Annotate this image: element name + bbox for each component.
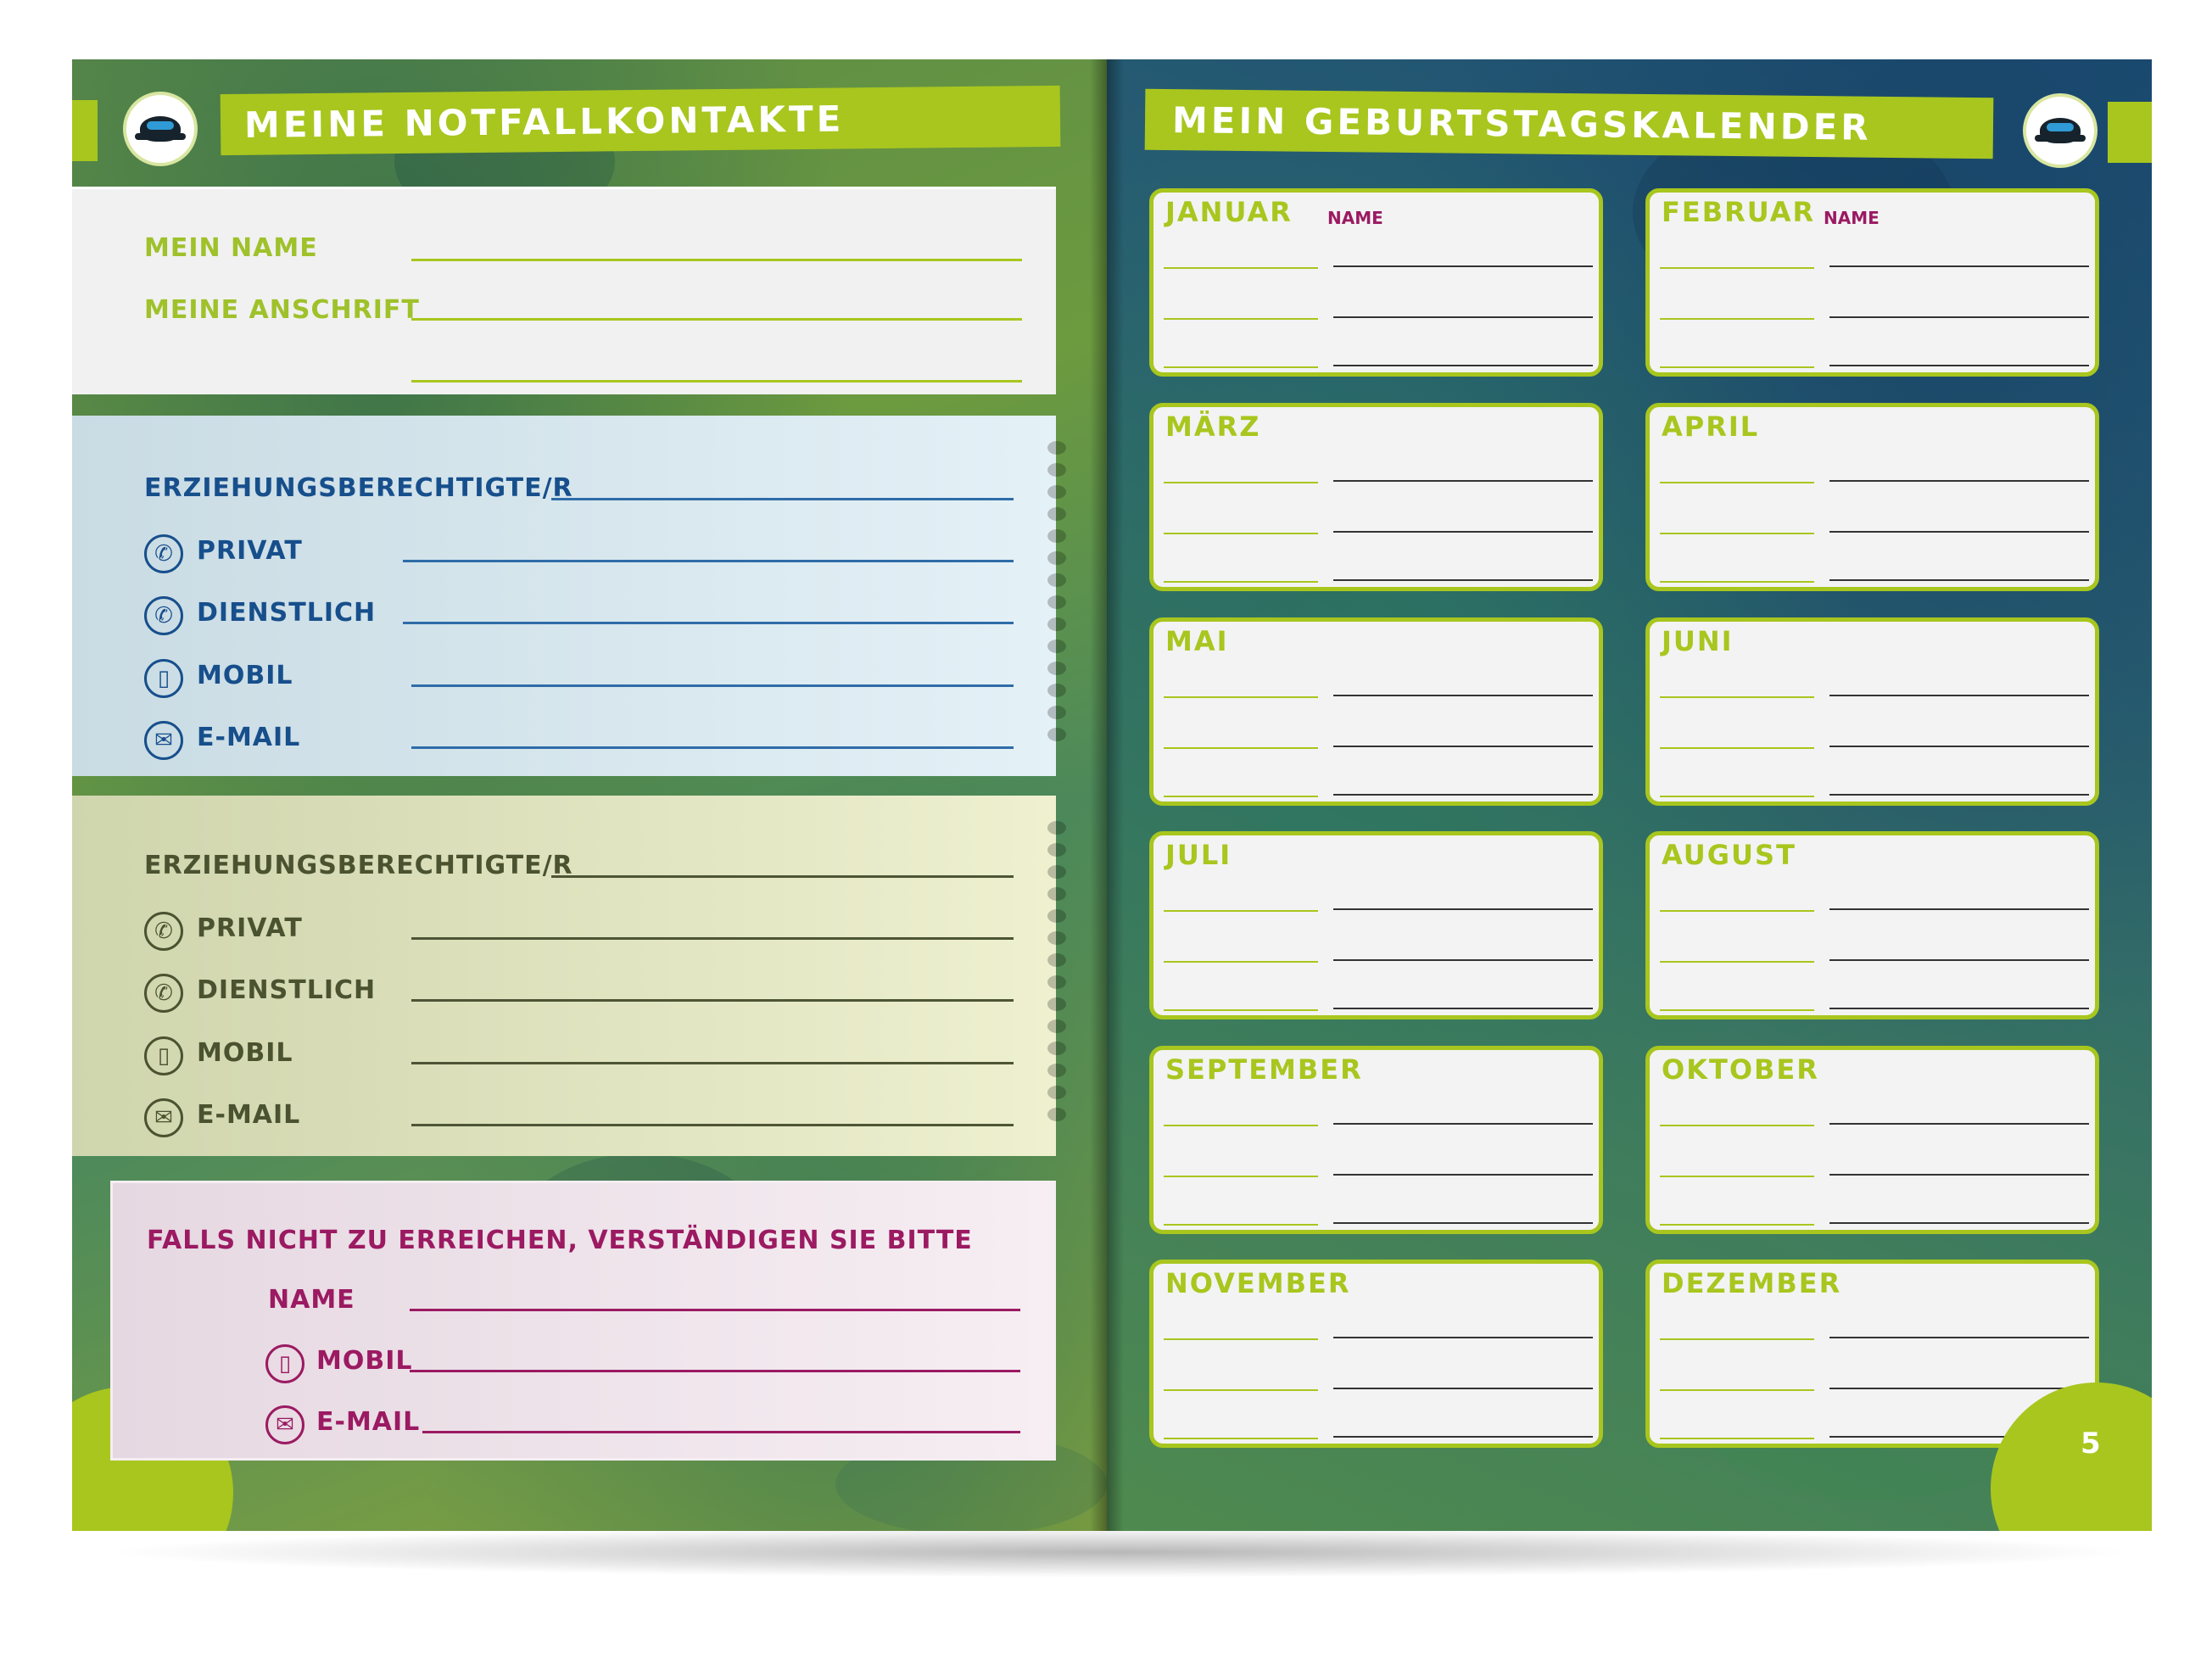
fallback-title: FALLS NICHT ZU ERREICHEN, VERSTÄNDIGEN SIE BITTE (147, 1226, 973, 1255)
month-box (1645, 831, 2099, 1019)
guardian-2-privat-label: PRIVAT (197, 913, 303, 943)
name-line[interactable] (1333, 1388, 1593, 1389)
name-column-label: NAME (1824, 208, 1880, 228)
name-line[interactable] (1333, 695, 1593, 696)
name-line[interactable] (1333, 1337, 1593, 1338)
fallback-mobil-label: MOBIL (316, 1346, 413, 1376)
fallback-name-line[interactable] (410, 1309, 1020, 1311)
date-line[interactable] (1660, 1009, 1814, 1011)
date-line[interactable] (1164, 1438, 1318, 1439)
date-line[interactable] (1660, 796, 1814, 797)
date-line[interactable] (1660, 1224, 1814, 1226)
guardian-2-dienstlich-label: DIENSTLICH (197, 975, 377, 1005)
fallback-mobil-line[interactable] (410, 1370, 1020, 1372)
date-line[interactable] (1164, 533, 1318, 534)
month-title: SEPTEMBER (1165, 1053, 1363, 1086)
name-line[interactable] (1829, 480, 2089, 482)
name-line[interactable] (1829, 1123, 2089, 1125)
guardian-1-mobil-label: MOBIL (197, 661, 293, 690)
date-line[interactable] (1660, 482, 1814, 483)
fallback-email-line[interactable] (422, 1431, 1020, 1433)
name-line[interactable] (1829, 1174, 2089, 1176)
name-line[interactable] (1333, 1174, 1593, 1176)
my-name-label: MEIN NAME (144, 233, 318, 263)
guardian-2-email-label: E-MAIL (197, 1100, 301, 1130)
date-line[interactable] (1660, 747, 1814, 749)
name-column-label: NAME (1327, 208, 1383, 228)
name-line[interactable] (1829, 746, 2089, 747)
envelope-icon: ✉ (144, 1098, 183, 1137)
name-line[interactable] (1333, 746, 1593, 747)
date-line[interactable] (1164, 961, 1318, 963)
month-box (1149, 831, 1603, 1019)
spiral-binding (1047, 821, 1068, 1130)
header-stub (72, 100, 98, 161)
name-line[interactable] (1333, 579, 1593, 581)
date-line[interactable] (1164, 696, 1318, 698)
guardian-2-privat-line[interactable] (411, 937, 1014, 940)
guardian-1-dienstlich-label: DIENSTLICH (197, 598, 377, 628)
name-line[interactable] (1333, 908, 1593, 910)
guardian-2-mobil-label: MOBIL (197, 1038, 293, 1068)
date-line[interactable] (1164, 747, 1318, 749)
date-line[interactable] (1660, 581, 1814, 583)
guardian-2-mobil-line[interactable] (411, 1062, 1014, 1064)
name-line[interactable] (1829, 959, 2089, 961)
page-title: MEINE NOTFALLKONTAKTE (221, 86, 1061, 155)
guardian-1-title: ERZIEHUNGSBERECHTIGTE/R (144, 473, 573, 503)
date-line[interactable] (1164, 1338, 1318, 1340)
month-box (1645, 1046, 2099, 1234)
name-line[interactable] (1333, 365, 1593, 366)
poison-dart-frog-icon (2023, 93, 2097, 168)
my-address-label: MEINE ANSCHRIFT (144, 295, 420, 325)
name-line[interactable] (1829, 1008, 2089, 1009)
my-address-line-2[interactable] (411, 380, 1022, 383)
header-stub (2108, 102, 2152, 163)
fallback-name-label: NAME (268, 1285, 355, 1315)
month-title: NOVEMBER (1165, 1267, 1351, 1299)
my-name-line[interactable] (411, 259, 1022, 261)
book-gutter (1090, 59, 1124, 1531)
date-line[interactable] (1164, 1176, 1318, 1177)
name-line[interactable] (1829, 1337, 2089, 1338)
month-box (1149, 617, 1603, 806)
guardian-2-panel (72, 796, 1056, 1156)
date-line[interactable] (1660, 1338, 1814, 1340)
date-line[interactable] (1164, 366, 1318, 368)
date-line[interactable] (1660, 267, 1814, 269)
name-line[interactable] (1333, 1123, 1593, 1125)
month-title: JUNI (1662, 625, 1734, 657)
envelope-icon: ✉ (265, 1405, 304, 1444)
date-line[interactable] (1164, 1389, 1318, 1391)
phone-icon: ✆ (144, 534, 183, 573)
guardian-2-email-line[interactable] (411, 1124, 1014, 1126)
guardian-1-mobil-line[interactable] (411, 684, 1014, 687)
name-line[interactable] (1333, 480, 1593, 482)
month-title: MAI (1165, 625, 1229, 657)
name-line[interactable] (1333, 1008, 1593, 1009)
book-shadow (102, 1527, 2137, 1578)
name-line[interactable] (1333, 316, 1593, 318)
envelope-icon: ✉ (144, 721, 183, 760)
guardian-1-panel (72, 416, 1056, 776)
my-address-line-1[interactable] (411, 318, 1022, 321)
month-box (1149, 188, 1603, 377)
guardian-2-title: ERZIEHUNGSBERECHTIGTE/R (144, 851, 573, 880)
month-title: OKTOBER (1662, 1053, 1819, 1086)
name-line[interactable] (1829, 365, 2089, 366)
date-line[interactable] (1164, 1125, 1318, 1126)
phone-icon: ✆ (144, 974, 183, 1013)
date-line[interactable] (1660, 696, 1814, 698)
name-line[interactable] (1829, 265, 2089, 267)
name-line[interactable] (1829, 908, 2089, 910)
left-page (72, 59, 1107, 1531)
guardian-1-privat-line[interactable] (403, 560, 1014, 562)
name-line[interactable] (1333, 794, 1593, 796)
guardian-2-dienstlich-line[interactable] (411, 999, 1014, 1002)
guardian-1-dienstlich-line[interactable] (403, 622, 1014, 624)
mobile-phone-icon: ▯ (265, 1344, 304, 1383)
month-box (1149, 1046, 1603, 1234)
poison-dart-frog-icon (123, 92, 198, 166)
page-number: 5 (2081, 1427, 2101, 1461)
phone-icon: ✆ (144, 596, 183, 635)
guardian-1-email-label: E-MAIL (197, 723, 301, 752)
mobile-phone-icon: ▯ (144, 659, 183, 698)
date-line[interactable] (1164, 267, 1318, 269)
month-title: FEBRUAR (1662, 196, 1816, 228)
guardian-1-privat-label: PRIVAT (197, 536, 303, 566)
guardian-2-name-line[interactable] (551, 875, 1014, 878)
name-line[interactable] (1829, 579, 2089, 581)
date-line[interactable] (1660, 961, 1814, 963)
name-line[interactable] (1829, 794, 2089, 796)
name-line[interactable] (1829, 531, 2089, 533)
mobile-phone-icon: ▯ (144, 1036, 183, 1075)
date-line[interactable] (1660, 1389, 1814, 1391)
month-title: MÄRZ (1165, 411, 1261, 443)
name-line[interactable] (1829, 1388, 2089, 1389)
month-box (1149, 403, 1603, 591)
date-line[interactable] (1164, 796, 1318, 797)
month-title: JANUAR (1165, 196, 1293, 228)
date-line[interactable] (1660, 1125, 1814, 1126)
guardian-1-email-line[interactable] (411, 746, 1014, 749)
date-line[interactable] (1164, 1009, 1318, 1011)
month-title: AUGUST (1662, 839, 1796, 871)
date-line[interactable] (1660, 318, 1814, 320)
date-line[interactable] (1660, 1176, 1814, 1177)
month-title: APRIL (1662, 411, 1760, 443)
spiral-binding (1047, 441, 1068, 750)
month-title: DEZEMBER (1662, 1267, 1842, 1299)
date-line[interactable] (1164, 910, 1318, 912)
page-title: MEIN GEBURTSTAGSKALENDER (1145, 89, 1994, 159)
fallback-email-label: E-MAIL (316, 1407, 421, 1437)
own-details-panel (72, 187, 1056, 394)
month-title: JULI (1165, 839, 1232, 871)
date-line[interactable] (1660, 1438, 1814, 1439)
date-line[interactable] (1164, 581, 1318, 583)
name-line[interactable] (1333, 1436, 1593, 1438)
name-line[interactable] (1333, 959, 1593, 961)
month-box (1645, 188, 2099, 377)
name-line[interactable] (1829, 1222, 2089, 1224)
phone-icon: ✆ (144, 912, 183, 951)
month-box (1149, 1260, 1603, 1448)
month-box (1645, 403, 2099, 591)
date-line[interactable] (1660, 366, 1814, 368)
fallback-contact-panel (110, 1181, 1056, 1461)
date-line[interactable] (1164, 482, 1318, 483)
guardian-1-name-line[interactable] (551, 498, 1014, 500)
name-line[interactable] (1829, 695, 2089, 696)
date-line[interactable] (1164, 318, 1318, 320)
date-line[interactable] (1660, 910, 1814, 912)
name-line[interactable] (1333, 1222, 1593, 1224)
date-line[interactable] (1164, 1224, 1318, 1226)
date-line[interactable] (1660, 533, 1814, 534)
name-line[interactable] (1333, 265, 1593, 267)
name-line[interactable] (1829, 316, 2089, 318)
name-line[interactable] (1333, 531, 1593, 533)
month-box (1645, 617, 2099, 806)
right-page (1107, 59, 2152, 1531)
